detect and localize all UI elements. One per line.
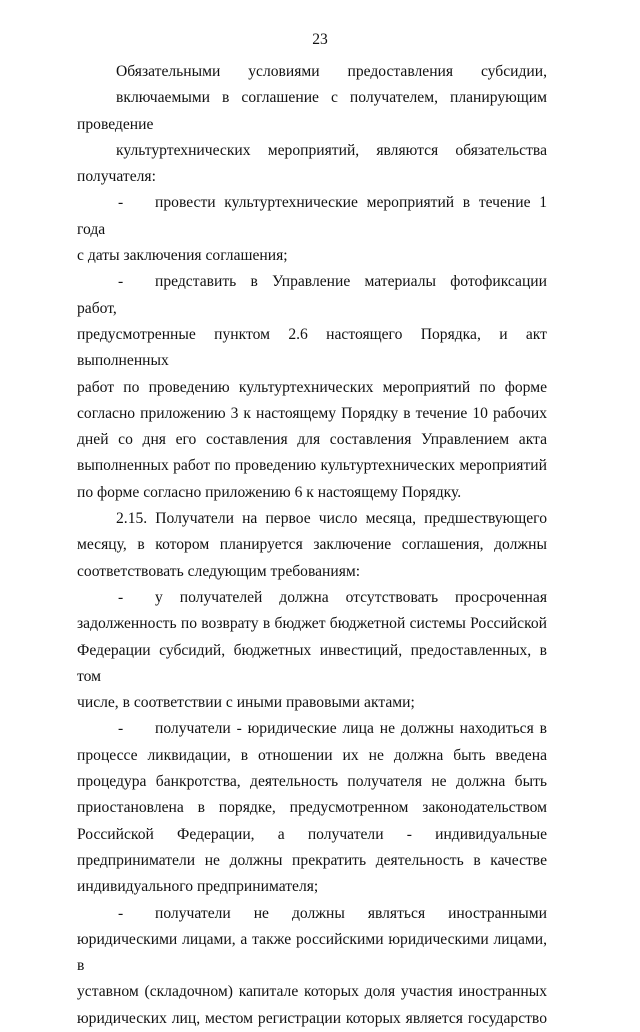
- text-line: юридических лиц, местом регистрации которых является государство: [77, 1009, 547, 1027]
- line-text: провести культуртехнические мероприятий в течение 1 года: [77, 194, 547, 238]
- text-line: дней со дня его составления для составления Управлением акта: [77, 431, 547, 449]
- text-line: с даты заключения соглашения;: [77, 247, 288, 265]
- text-line: [77, 585, 547, 611]
- text-line: приостановлена в порядке, предусмотренном законодательством: [77, 799, 547, 817]
- text-line: числе, в соответствии с иными правовыми актами;: [77, 694, 415, 712]
- list-item-requirement: [77, 585, 547, 716]
- text-line: выполненных работ по проведению культуртехнических мероприятий: [77, 457, 547, 475]
- list-item-obligation: [77, 190, 547, 269]
- text-line: включаемыми в соглашение с получателем, планирующим проведение: [77, 89, 547, 133]
- text-line: задолженность по возврату в бюджет бюджетной системы Российской: [77, 615, 547, 633]
- text-line: Обязательными условиями предоставления субсидии,: [116, 63, 547, 80]
- text-line: [77, 716, 547, 742]
- text-line: по форме согласно приложению 6 к настоящему Порядку.: [77, 483, 462, 501]
- text-line: [77, 901, 547, 927]
- list-dash: -: [118, 194, 124, 212]
- text-line: [77, 269, 547, 322]
- text-line: месяцу, в котором планируется заключение соглашения, должны: [77, 536, 547, 554]
- line-text: получатели не должны являться иностранными: [155, 904, 547, 922]
- text-line: культуртехнических мероприятий, являются обязательства получателя:: [77, 141, 547, 186]
- text-line: индивидуального предпринимателя;: [77, 878, 319, 896]
- text-line: Федерации субсидий, бюджетных инвестиций, предоставленных, в том: [77, 641, 547, 685]
- paragraph-obligations-intro: [77, 59, 547, 190]
- text-line: предусмотренные пунктом 2.6 настоящего Порядка, и акт выполненных: [77, 325, 547, 370]
- line-text: представить в Управление материалы фотофиксации работ,: [77, 273, 547, 317]
- document-body: [77, 59, 547, 1032]
- text-line: соответствовать следующим требованиям:: [77, 562, 361, 580]
- line-text: получатели - юридические лица не должны находиться в: [155, 720, 547, 738]
- text-line: процессе ликвидации, в отношении их не должна быть введена: [77, 746, 547, 764]
- text-line: Российской Федерации, а получатели - индивидуальные: [77, 825, 547, 843]
- text-line: уставном (складочном) капитале которых доля участия иностранных: [77, 983, 547, 1001]
- list-item-requirement: [77, 901, 547, 1032]
- paragraph-2-15: [77, 506, 547, 585]
- list-dash: -: [118, 588, 124, 606]
- text-line: [77, 190, 547, 243]
- list-item-obligation: [77, 269, 547, 506]
- text-line: предприниматели не должны прекратить деятельность в качестве: [77, 851, 547, 869]
- list-item-requirement: [77, 716, 547, 900]
- text-line: 2.15. Получатели на первое число месяца, предшествующего: [116, 510, 547, 528]
- list-dash: -: [118, 904, 124, 922]
- text-line: согласно приложению 3 к настоящему Порядку в течение 10 рабочих: [77, 404, 547, 422]
- list-dash: -: [118, 720, 124, 738]
- text-line: юридическими лицами, а также российскими юридическими лицами, в: [77, 930, 547, 975]
- line-text: у получателей должна отсутствовать просроченная: [155, 588, 547, 606]
- page-number: 23: [312, 31, 328, 48]
- text-line: работ по проведению культуртехнических мероприятий по форме: [77, 378, 547, 396]
- text-line: процедура банкротства, деятельность получателя не должна быть: [77, 773, 547, 791]
- list-dash: -: [118, 273, 124, 291]
